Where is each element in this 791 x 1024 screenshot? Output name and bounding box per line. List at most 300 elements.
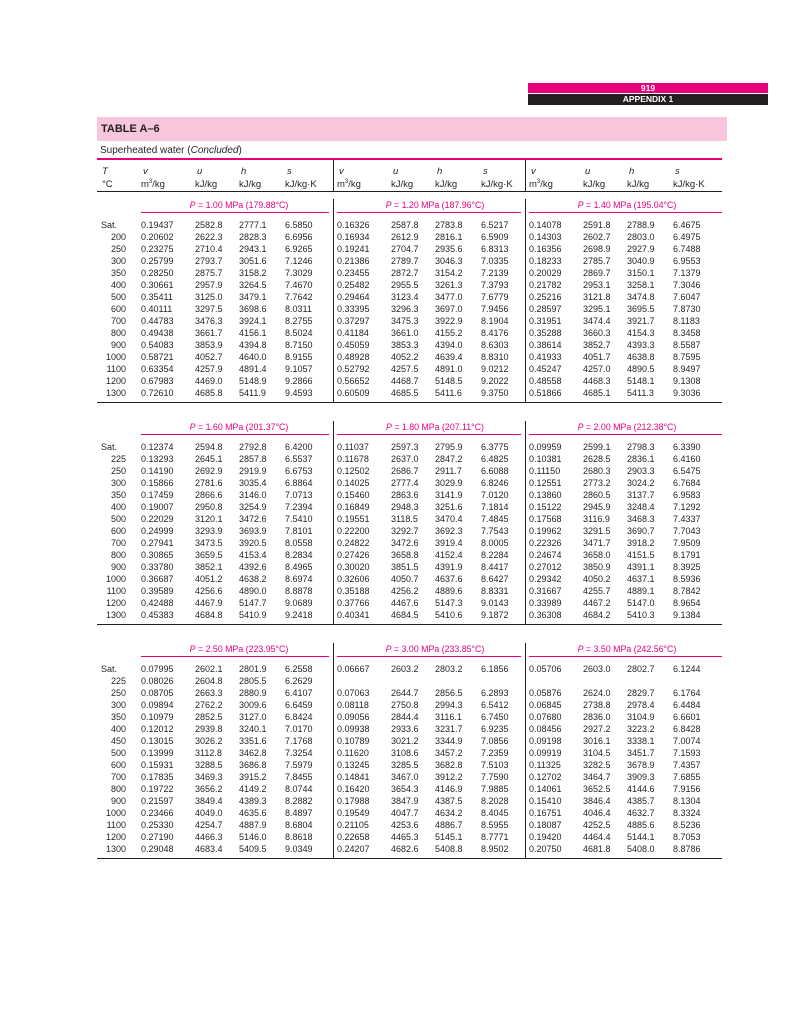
table-cell: 2803.0 [627,232,655,242]
table-cell: 3154.2 [435,268,463,278]
table-cell: 0.21386 [337,256,370,266]
table-cell: 4153.4 [239,550,267,560]
table-cell: 2836.0 [583,712,611,722]
table-cell: 3909.3 [627,772,655,782]
table-cell: 3137.7 [627,490,655,500]
table-cell: 7.0170 [285,724,313,734]
table-cell: 0.20029 [529,268,562,278]
table-cell: 4682.6 [391,844,419,854]
table-cell: 0.32606 [337,574,370,584]
col-header-u: u [197,166,203,177]
table-cell: 3661.0 [391,328,419,338]
table-cell: 0.33989 [529,598,562,608]
table-cell: 8.5236 [673,820,701,830]
table-cell: 2955.5 [391,280,419,290]
pressure-symbol: P [189,200,196,210]
table-cell: 0.07995 [141,664,174,674]
table-cell: 3296.3 [391,304,419,314]
table-cell: 2624.0 [583,688,611,698]
table-cell: 0.05876 [529,688,562,698]
table-cell: 4640.0 [239,352,267,362]
table-cell: 0.16934 [337,232,370,242]
table-cell: 7.5410 [285,514,313,524]
table-cell: 6.4200 [285,442,313,452]
temperature-cell: Sat. [101,220,118,230]
table-cell: 3009.6 [239,700,267,710]
table-cell: 0.37766 [337,598,370,608]
table-cell: 6.1764 [673,688,701,698]
col-header-unit: kJ/kg [583,179,606,190]
temperature-cell: 400 [110,280,126,290]
table-cell: 0.19962 [529,526,562,536]
table-cell: 7.2394 [285,502,313,512]
table-cell: 0.23275 [141,244,174,254]
pressure-rule [529,434,722,435]
table-cell: 4151.5 [627,550,655,560]
table-cell: 5145.1 [435,832,463,842]
table-cell: 2781.6 [195,478,223,488]
header-top-rule [97,158,722,160]
table-cell: 3351.6 [239,736,267,746]
table-cell: 0.22200 [337,526,370,536]
table-cell: 0.60509 [337,388,370,398]
temperature-cell: Sat. [101,442,118,452]
table-cell: 2802.7 [627,664,655,674]
table-title-band [97,117,727,141]
table-cell: 4155.2 [435,328,463,338]
table-cell: 2935.6 [435,244,463,254]
table-cell: 8.7771 [481,832,509,842]
table-cell: 0.18087 [529,820,562,830]
table-cell: 4393.3 [627,340,655,350]
table-cell: 7.8101 [285,526,313,536]
table-cell: 0.35288 [529,328,562,338]
table-cell: 4638.8 [627,352,655,362]
pressure-symbol: P [577,644,584,654]
equals-sign: = [391,200,402,210]
table-cell: 4467.9 [195,598,223,608]
table-cell: 3112.8 [195,748,222,758]
table-cell: 4685.8 [195,388,223,398]
table-cell: 0.23466 [141,808,174,818]
table-cell: 6.1856 [481,664,509,674]
table-cell: 8.9497 [673,364,701,374]
temperature-cell: 900 [110,796,126,806]
table-cell: 3029.9 [435,478,463,488]
table-cell: 0.25216 [529,292,562,302]
table-cell: 3104.9 [627,712,655,722]
pressure-value: 2.50 MPa (223.95°C) [205,644,289,654]
table-cell: 8.4045 [481,808,509,818]
table-cell: 3924.1 [239,316,267,326]
temperature-cell: 1100 [106,820,126,830]
table-cell: 6.2629 [285,676,313,686]
table-cell: 8.8618 [285,832,313,842]
table-cell: 2948.3 [391,502,419,512]
table-cell: 5148.9 [239,376,267,386]
pressure-label [386,422,484,432]
table-cell: 3654.3 [391,784,419,794]
appendix-label: APPENDIX 1 [528,94,768,105]
temperature-cell: 500 [110,748,126,758]
temperature-cell: 600 [110,304,126,314]
table-cell: 6.4675 [673,220,701,230]
table-cell: 9.4593 [285,388,313,398]
table-cell: 2860.5 [583,490,611,500]
table-cell: 7.6779 [481,292,509,302]
temperature-cell: 300 [110,256,126,266]
table-cell: 2852.5 [195,712,223,722]
table-cell: 5411.3 [627,388,654,398]
page-number: 919 [528,83,768,93]
pressure-symbol: P [385,200,392,210]
table-cell: 2762.2 [195,700,223,710]
table-cell: 3658.0 [583,550,611,560]
table-cell: 3251.6 [435,502,463,512]
table-cell: 3462.8 [239,748,267,758]
col-header-h: h [629,166,635,177]
temperature-cell: 250 [110,688,126,698]
table-cell: 0.35411 [141,292,173,302]
table-cell: 9.1057 [285,364,313,374]
col-header-h: h [437,166,443,177]
table-cell: 3912.2 [435,772,463,782]
table-cell: 2599.1 [583,442,611,452]
table-cell: 9.3036 [673,388,701,398]
temperature-cell: 800 [110,328,126,338]
pressure-value: 1.60 MPa (201.37°C) [205,422,289,432]
table-cell: 4391.9 [435,562,463,572]
table-cell: 9.2866 [285,376,313,386]
col-header-s: s [287,166,292,177]
table-cell: 0.27426 [337,550,370,560]
table-cell: 3692.3 [435,526,463,536]
temperature-cell: 500 [110,292,126,302]
table-cell: 0.41933 [529,352,562,362]
table-cell: 4639.4 [435,352,463,362]
table-cell: 3658.8 [391,550,419,560]
table-cell: 7.0074 [673,736,701,746]
col-header-s: s [483,166,488,177]
table-cell: 2957.9 [195,280,223,290]
table-cell: 0.19722 [141,784,174,794]
table-cell: 0.09198 [529,736,562,746]
pressure-label [190,422,289,432]
table-cell: 0.09938 [337,724,370,734]
table-cell: 3285.5 [391,760,419,770]
table-cell: 6.9583 [673,490,701,500]
table-cell: 0.14061 [529,784,562,794]
temperature-cell: 700 [110,316,126,326]
table-cell: 3659.5 [195,550,223,560]
table-cell: 7.2139 [481,268,509,278]
table-cell: 3120.1 [195,514,223,524]
table-cell: 3918.2 [627,538,655,548]
table-cell: 4634.2 [435,808,463,818]
table-cell: 4047.7 [391,808,419,818]
table-cell: 3469.3 [195,772,223,782]
table-cell: 3652.5 [583,784,611,794]
table-cell: 3127.0 [239,712,267,722]
pressure-symbol: P [386,422,392,432]
table-cell: 3118.5 [391,514,418,524]
temperature-cell: 300 [110,478,126,488]
table-cell: 3254.9 [239,502,267,512]
table-cell: 8.7053 [673,832,701,842]
pressure-label [578,200,677,210]
table-cell: 0.28250 [141,268,174,278]
table-cell: 0.14303 [529,232,562,242]
table-cell: 2645.1 [195,454,223,464]
temperature-cell: 1000 [105,808,126,818]
table-cell: 8.9654 [673,598,701,608]
table-cell: 2805.5 [239,676,267,686]
table-cell: 0.08026 [141,676,174,686]
table-cell: 0.24999 [141,526,174,536]
table-cell: 3146.0 [239,490,267,500]
table-cell: 8.7842 [673,586,701,596]
table-cell: 4387.5 [435,796,463,806]
pressure-symbol: P [189,644,196,654]
table-cell: 3295.1 [583,304,611,314]
table-cell: 0.11325 [529,760,561,770]
table-cell: 9.1872 [481,610,509,620]
table-cell: 4468.7 [391,376,419,386]
table-cell: 6.4825 [481,454,509,464]
table-cell: 0.27941 [141,538,174,548]
table-cell: 0.36308 [529,610,562,620]
column-divider [525,421,526,624]
table-cell: 0.63354 [141,364,174,374]
table-cell: 8.3458 [673,328,701,338]
table-cell: 6.5537 [285,454,313,464]
table-cell: 3678.9 [627,760,655,770]
table-cell: 0.37297 [337,316,370,326]
table-cell: 4891.0 [435,364,463,374]
table-cell: 4394.0 [435,340,463,350]
table-cell: 3852.7 [583,340,611,350]
table-cell: 0.14025 [337,478,370,488]
table-cell: 7.3029 [285,268,313,278]
table-cell: 4466.3 [195,832,223,842]
table-cell: 3686.8 [239,760,267,770]
table-cell: 2602.7 [583,232,611,242]
col-header-unit: kJ/kg·K [285,179,317,190]
pressure-rule [529,212,722,213]
table-cell: 7.0120 [481,490,509,500]
table-cell: 7.9456 [481,304,509,314]
table-cell: 3474.8 [627,292,655,302]
table-cell: 4149.2 [239,784,267,794]
table-cell: 0.48928 [337,352,370,362]
temperature-cell: 350 [110,490,126,500]
table-cell: 0.49438 [141,328,174,338]
table-cell: 8.2882 [285,796,313,806]
table-cell: 6.8864 [285,478,313,488]
table-cell: 0.54083 [141,340,174,350]
pressure-value: 1.80 MPa (207.11°C) [401,422,484,432]
table-cell: 4253.6 [391,820,419,830]
table-cell: 8.2284 [481,550,509,560]
table-cell: 3035.4 [239,478,267,488]
table-cell: 0.21782 [529,280,562,290]
table-cell: 4144.6 [627,784,655,794]
table-cell: 9.0143 [481,598,509,608]
table-cell: 0.30020 [337,562,370,572]
col-header-unit: kJ/kg [435,179,458,190]
temperature-cell: 1000 [105,574,126,584]
table-cell: 5411.6 [435,388,462,398]
table-cell: 6.5412 [481,700,509,710]
table-cell: 0.29464 [337,292,370,302]
table-cell: 3852.1 [195,562,223,572]
table-cell: 8.0558 [285,538,313,548]
pressure-value: 3.00 MPa (233.85°C) [401,644,485,654]
table-cell: 3849.4 [195,796,223,806]
table-cell: 3850.9 [583,562,611,572]
table-cell: 8.9502 [481,844,509,854]
table-cell: 4886.7 [435,820,463,830]
table-cell: 7.0856 [481,736,509,746]
table-cell: 7.3793 [481,280,509,290]
table-cell: 8.8331 [481,586,509,596]
table-cell: 2692.9 [195,466,223,476]
table-cell: 4635.6 [239,808,267,818]
table-cell: 4052.7 [195,352,223,362]
table-cell: 6.8424 [285,712,313,722]
table-cell: 4684.8 [195,610,223,620]
table-cell: 2686.7 [391,466,419,476]
table-cell: 5147.0 [627,598,655,608]
table-cell: 0.09894 [141,700,174,710]
table-cell: 0.48558 [529,376,562,386]
table-cell: 0.23455 [337,268,370,278]
table-cell: 2801.9 [239,664,267,674]
table-cell: 4468.3 [583,376,611,386]
col-header-T: T [102,166,108,177]
table-cell: 7.0335 [481,256,509,266]
temperature-cell: 350 [110,268,126,278]
table-cell: 3467.0 [391,772,419,782]
table-cell: 5410.6 [435,610,463,620]
table-cell: 0.22326 [529,538,562,548]
table-cell: 5408.0 [627,844,655,854]
table-cell: 0.17568 [529,514,562,524]
table-cell: 0.56652 [337,376,370,386]
temperature-cell: 700 [110,538,126,548]
table-cell: 0.31951 [529,316,562,326]
table-cell: 0.17835 [141,772,174,782]
table-cell: 3468.3 [627,514,655,524]
table-cell: 0.19420 [529,832,562,842]
table-cell: 4467.2 [583,598,611,608]
table-cell: 4469.0 [195,376,223,386]
table-cell: 3457.2 [435,748,463,758]
table-cell: 2903.3 [627,466,655,476]
table-cell: 0.20602 [141,232,174,242]
column-divider [525,643,526,858]
pressure-label [578,644,677,654]
table-cell: 3046.3 [435,256,463,266]
temperature-cell: Sat. [101,664,118,674]
table-cell: 3104.5 [583,748,611,758]
table-cell: 3026.2 [195,736,223,746]
table-cell: 8.3925 [673,562,701,572]
table-cell: 3921.7 [627,316,655,326]
table-cell: 7.7642 [285,292,313,302]
table-cell: 6.7450 [481,712,509,722]
table-cell: 7.8730 [673,304,701,314]
table-cell: 3024.2 [627,478,655,488]
table-cell: 0.20750 [529,844,562,854]
table-cell: 3123.4 [391,292,419,302]
table-cell: 4885.6 [627,820,655,830]
table-cell: 5408.8 [435,844,463,854]
table-cell: 3682.8 [435,760,463,770]
table-cell: 3292.7 [391,526,419,536]
pressure-symbol: P [577,422,584,432]
table-cell: 2788.9 [627,220,655,230]
table-cell: 2680.3 [583,466,611,476]
table-cell: 0.06667 [337,664,370,674]
pressure-value: 3.50 MPa (242.56°C) [593,644,677,654]
table-cell: 3851.5 [391,562,419,572]
equals-sign: = [195,200,206,210]
table-cell: 6.3775 [481,442,509,452]
table-cell: 2622.3 [195,232,223,242]
table-cell: 3919.4 [435,538,463,548]
table-cell: 0.10381 [529,454,562,464]
table-cell: 3853.9 [195,340,223,350]
table-cell: 6.9235 [481,724,509,734]
table-cell: 8.5587 [673,340,701,350]
table-cell: 7.3046 [673,280,701,290]
table-cell: 4685.1 [583,388,611,398]
table-cell: 3121.8 [583,292,611,302]
equals-sign: = [195,422,206,432]
table-cell: 2591.8 [583,220,611,230]
table-cell: 7.3254 [285,748,313,758]
table-cell: 4046.4 [583,808,611,818]
table-cell: 4685.5 [391,388,419,398]
table-cell: 0.41184 [337,328,369,338]
table-cell: 7.1814 [481,502,509,512]
table-cell: 6.4107 [285,688,313,698]
table-cell: 4464.4 [583,832,611,842]
table-cell: 4684.2 [583,610,611,620]
table-cell: 2604.8 [195,676,223,686]
table-cell: 7.7043 [673,526,701,536]
table-cell: 4152.4 [435,550,463,560]
block-separator-rule [97,402,722,403]
table-cell: 8.0005 [481,538,509,548]
table-cell: 6.7488 [673,244,701,254]
table-cell: 8.2755 [285,316,313,326]
table-cell: 0.14078 [529,220,562,230]
column-divider [333,643,334,858]
table-cell: 2785.7 [583,256,611,266]
temperature-cell: 1200 [105,832,126,842]
table-cell: 4637.6 [435,574,463,584]
table-cell: 9.0689 [285,598,313,608]
table-cell: 4256.6 [195,586,223,596]
table-cell: 4257.0 [583,364,611,374]
table-cell: 6.4160 [673,454,701,464]
table-cell: 9.2418 [285,610,313,620]
table-cell: 3472.6 [239,514,267,524]
table-cell: 6.8246 [481,478,509,488]
table-cell: 0.29048 [141,844,174,854]
